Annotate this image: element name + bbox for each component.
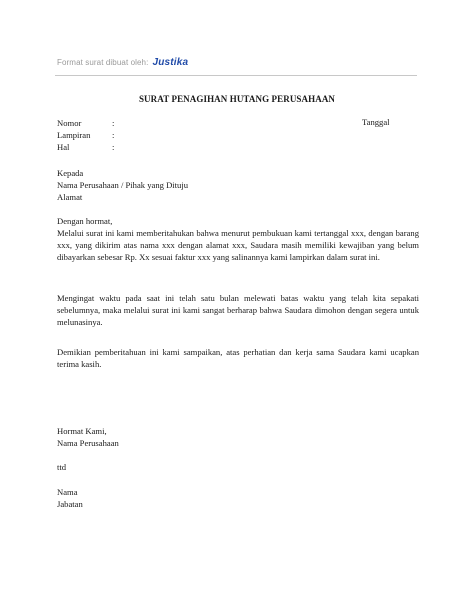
- signature-mark: ttd: [57, 462, 67, 472]
- letter-title: SURAT PENAGIHAN HUTANG PERUSAHAAN: [138, 94, 336, 104]
- recipient-address: Alamat: [57, 192, 83, 202]
- signer-name: Nama: [57, 487, 78, 497]
- lampiran-colon: :: [112, 130, 115, 140]
- body-paragraph-3: Demikian pemberitahuan ini kami sampaikan, atas perhatian dan kerja sama Saudara kami ucapkan terima kasih.: [57, 347, 419, 369]
- nomor-label: Nomor: [57, 118, 82, 128]
- nomor-colon: :: [112, 118, 115, 128]
- lampiran-row: [57, 129, 114, 141]
- company-name: Nama Perusahaan: [57, 438, 119, 448]
- header-prefix: Format surat dibuat oleh:: [57, 57, 149, 67]
- closing-line: Hormat Kami,: [57, 426, 107, 436]
- nomor-row: [57, 117, 114, 129]
- closing-block: [57, 425, 419, 449]
- greeting: Dengan hormat,: [57, 216, 113, 226]
- tanggal-label: Tanggal: [362, 117, 390, 127]
- body-paragraph-1: Melalui surat ini kami memberitahukan bahwa menurut pembukuan kami tertanggal xxx, dengan barang xxx, yang dikirim atas nama xxx dengan alamat xxx, Saudara masih memiliki kewajiban yang belum dibayarkan sebesar Rp. Xx sesuai faktur xxx yang salinannya kami lampirkan dalam surat ini.: [57, 228, 419, 262]
- body-paragraph-2: Mengingat waktu pada saat ini telah satu bulan melewati batas waktu yang telah kita sepakati sebelumnya, maka melalui surat ini kami sangat berharap bahwa Saudara dimohon dengan segera untuk melunasinya.: [57, 293, 419, 327]
- letter-header: [57, 55, 188, 69]
- hal-colon: :: [112, 142, 115, 152]
- signer-block: [57, 486, 419, 510]
- header-divider: [55, 75, 417, 76]
- hal-row: [57, 141, 114, 153]
- justika-logo: Justika: [152, 56, 189, 68]
- lampiran-label: Lampiran: [57, 130, 91, 140]
- hal-label: Hal: [57, 142, 70, 152]
- kepada-line: Kepada: [57, 168, 84, 178]
- recipient-block: [57, 167, 419, 203]
- signer-position: Jabatan: [57, 499, 83, 509]
- recipient-name: Nama Perusahaan / Pihak yang Dituju: [57, 180, 189, 190]
